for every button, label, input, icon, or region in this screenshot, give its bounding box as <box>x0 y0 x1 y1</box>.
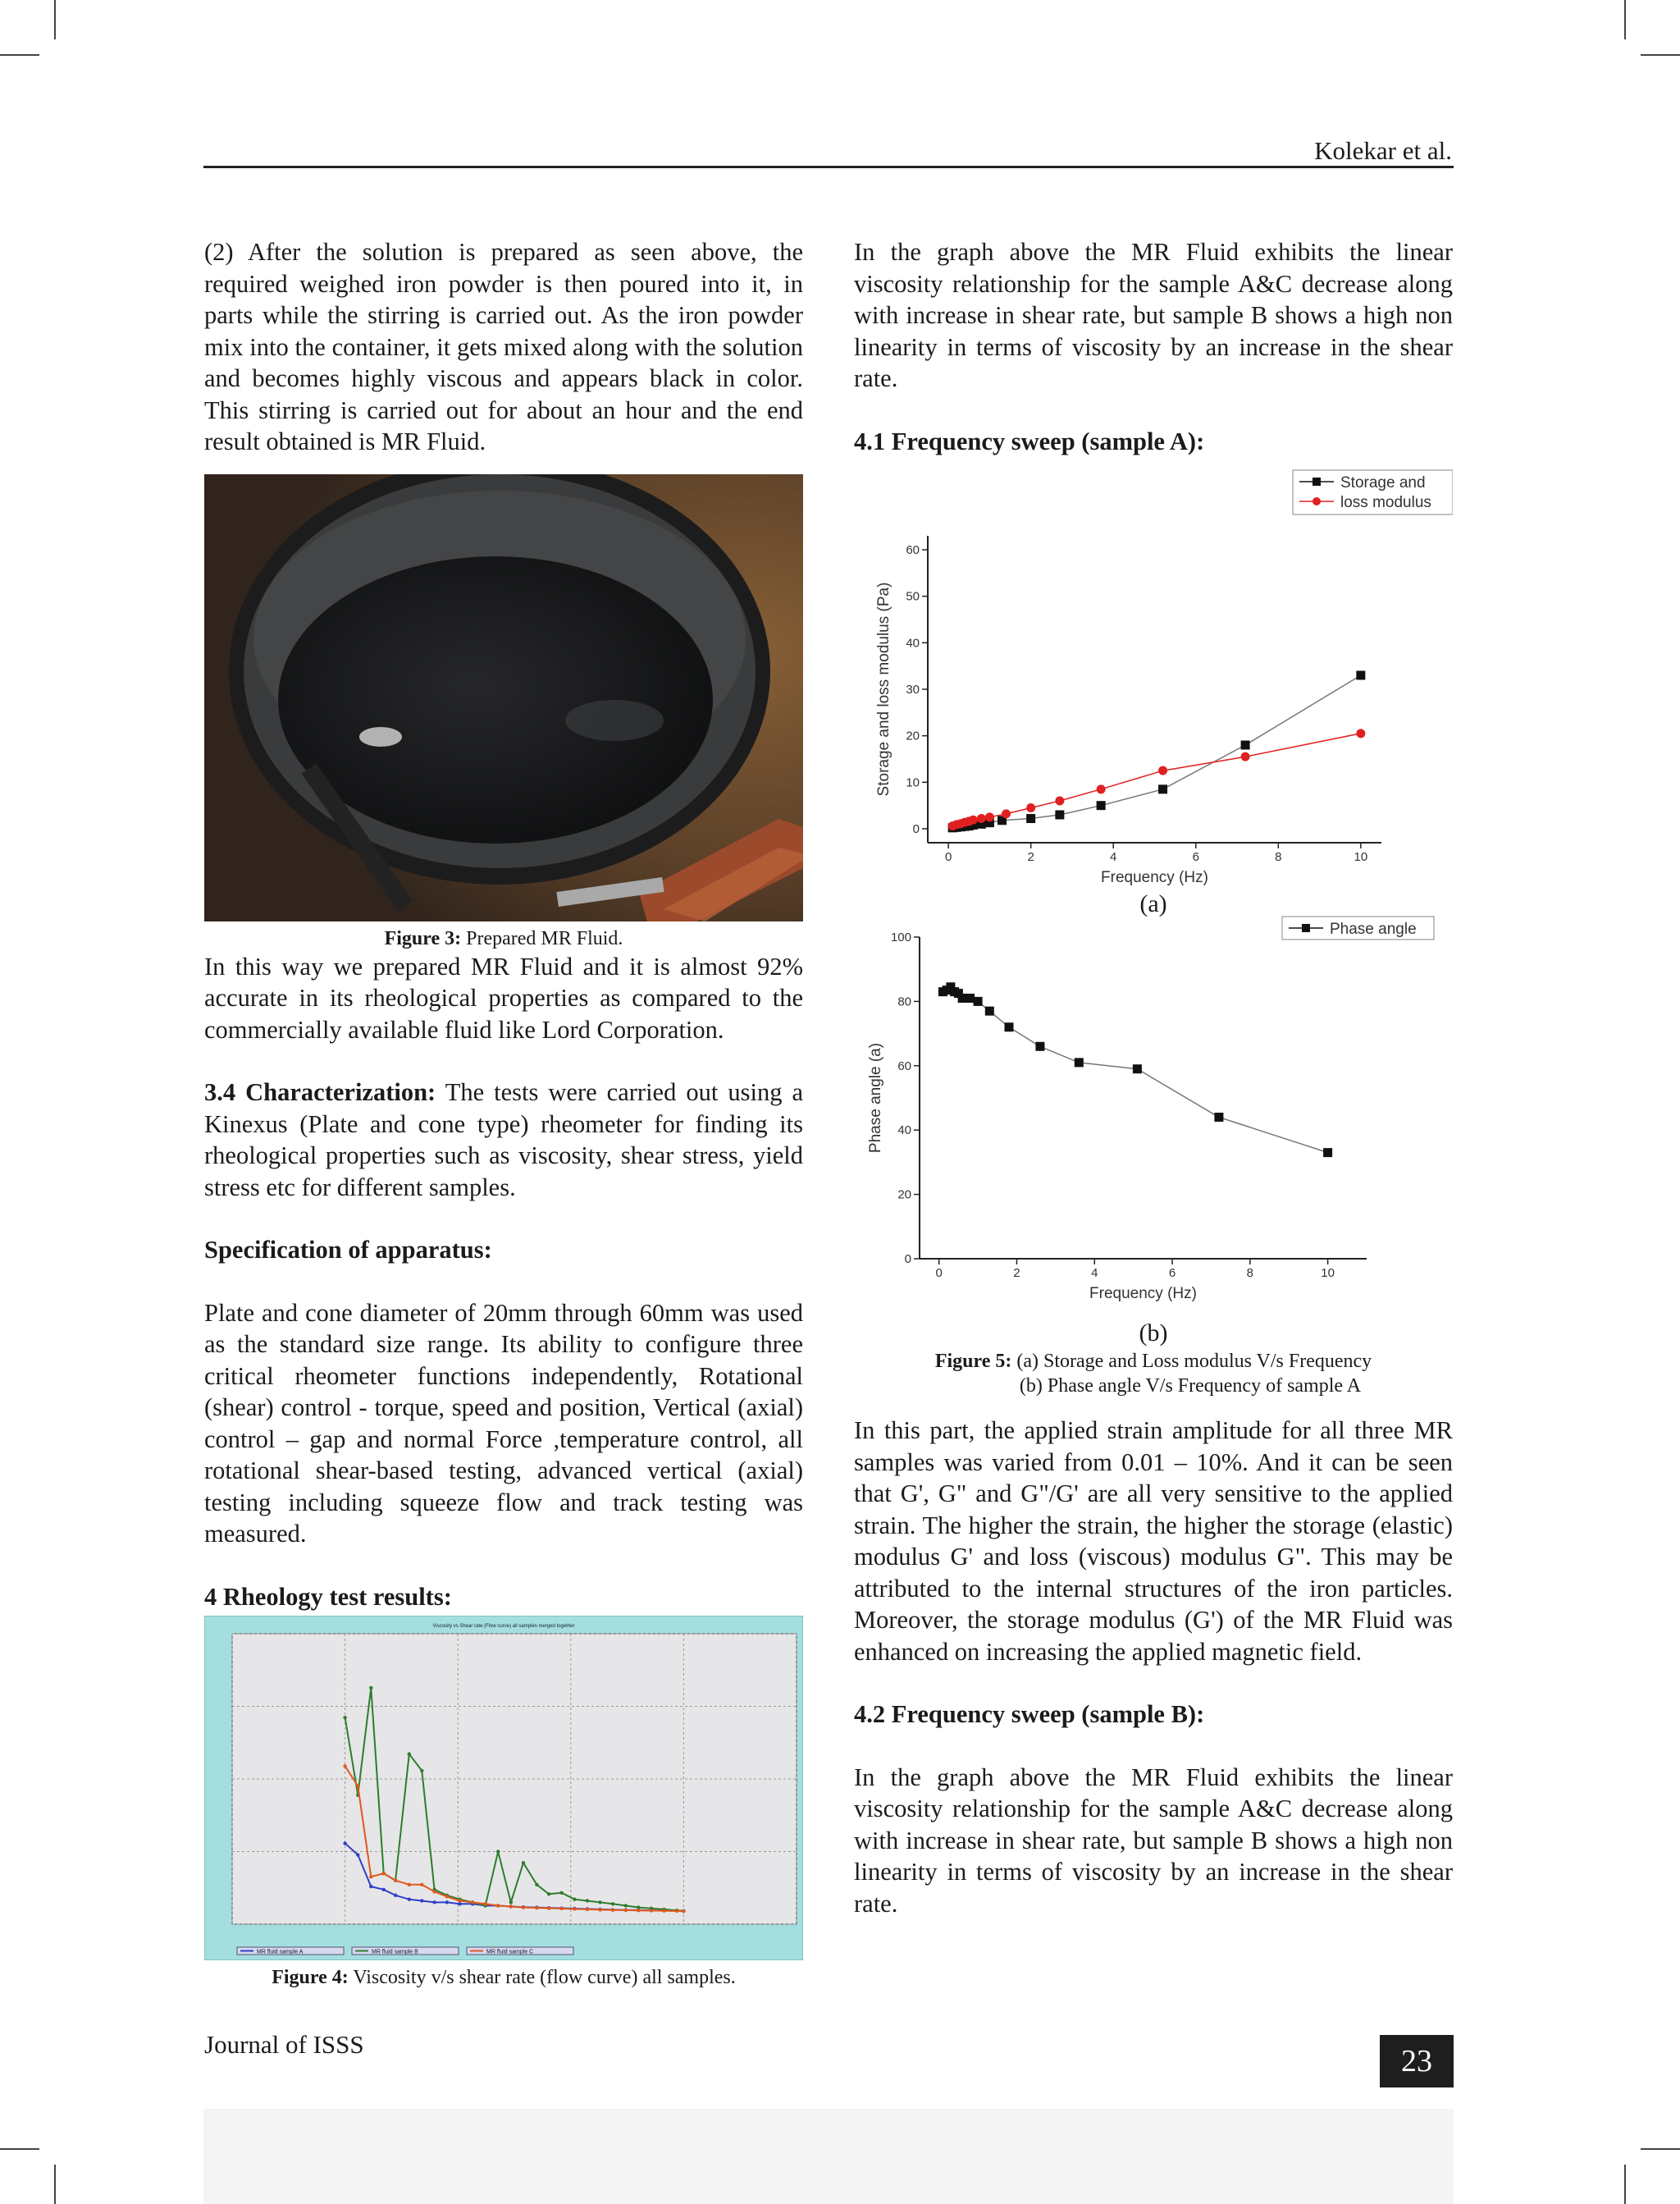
x-tick-label: 6 <box>1168 1265 1176 1280</box>
flow-data-point <box>343 1716 346 1719</box>
figure-4-caption: Figure 4: Viscosity v/s shear rate (flow curve) all samples. <box>272 1967 736 1988</box>
data-point <box>1075 1058 1084 1067</box>
x-tick-label: 10 <box>1321 1265 1335 1280</box>
right-column <box>854 236 1453 1919</box>
data-point <box>969 816 978 825</box>
data-point <box>985 812 994 821</box>
flow-data-point <box>573 1907 576 1910</box>
data-point <box>1356 729 1365 738</box>
flow-data-point <box>559 1891 563 1895</box>
data-point <box>977 814 986 823</box>
y-tick-label: 80 <box>897 994 911 1008</box>
data-point <box>1241 752 1250 761</box>
y-tick-label: 40 <box>897 1123 911 1137</box>
legend-label: Storage and <box>1340 474 1426 492</box>
data-point <box>958 993 967 1002</box>
flow-data-point <box>509 1904 513 1908</box>
x-axis-label: Frequency (Hz) <box>1089 1284 1197 1302</box>
flow-data-point <box>369 1875 372 1878</box>
flow-legend-label: MR fluid sample B <box>372 1949 418 1955</box>
flow-data-point <box>662 1909 665 1912</box>
flow-data-point <box>356 1853 359 1856</box>
y-tick-label: 10 <box>906 775 920 790</box>
heading-rheology: 4 Rheology test results: <box>204 1582 452 1611</box>
data-point <box>974 996 983 1005</box>
paragraph-strain: In this part, the applied strain amplitude for all three MR samples was varied from 0.01 – 10%. And it can be seen that G', G" and G"/G' are all very sensitive to the applied strain. The higher the strain, the higher the storage (elastic) modulus G' and loss (viscous) modulus G". This may be attributed to the internal structures of the iron particles. Moreover, the storage modulus (G') of the MR Fluid was enhanced on increasing the applied magnetic field. <box>854 1416 1453 1666</box>
data-point <box>1241 741 1250 750</box>
figure-5-caption: Figure 5: (a) Storage and Loss modulus V/s Frequency (b) Phase angle V/s Frequency of sample A <box>934 1351 1372 1397</box>
flow-data-point <box>394 1879 397 1882</box>
paragraph-characterization: 3.4 Characterization: The tests were carried out using a Kinexus (Plate and cone type) rheometer for finding its rheological properties such as viscosity, shear stress, yield stress etc for different samples. <box>204 1078 804 1201</box>
data-point <box>1005 1022 1014 1031</box>
flow-data-point <box>611 1902 614 1905</box>
flow-data-point <box>432 1900 436 1904</box>
flow-data-point <box>624 1904 628 1907</box>
flow-legend-label: MR fluid sample A <box>257 1949 304 1955</box>
flow-data-point <box>650 1909 653 1912</box>
flow-data-point <box>408 1883 411 1886</box>
data-point <box>1026 814 1035 823</box>
data-point <box>1055 797 1064 806</box>
flow-data-point <box>675 1909 678 1913</box>
x-tick-label: 4 <box>1110 850 1117 864</box>
y-tick-label: 30 <box>906 683 920 697</box>
x-tick-label: 0 <box>935 1265 943 1280</box>
y-tick-label: 60 <box>906 543 920 557</box>
flow-data-point <box>573 1897 576 1900</box>
flow-data-point <box>471 1900 474 1904</box>
storage-loss-modulus-chart <box>854 469 1453 912</box>
flow-data-point <box>483 1902 486 1905</box>
data-point <box>1133 1064 1142 1073</box>
data-point <box>1026 803 1035 812</box>
flow-data-point <box>559 1907 563 1910</box>
y-tick-label: 100 <box>890 930 911 944</box>
y-tick-label: 20 <box>906 729 920 743</box>
flow-data-point <box>369 1885 372 1888</box>
figure-3-caption: Figure 3: Prepared MR Fluid. <box>384 927 623 949</box>
x-tick-label: 2 <box>1013 1265 1020 1280</box>
data-point <box>1055 811 1064 820</box>
y-tick-label: 20 <box>897 1187 911 1202</box>
flow-data-point <box>598 1908 601 1911</box>
header-rule <box>203 166 1454 168</box>
data-point <box>985 1006 994 1015</box>
flow-data-point <box>369 1686 372 1690</box>
x-tick-label: 0 <box>944 850 952 864</box>
subfigure-b-label: (b) <box>1139 1319 1168 1347</box>
flow-data-point <box>343 1764 346 1767</box>
paragraph-mixing: (2) After the solution is prepared as seen above, the required weighed iron powder is then poured into it, in parts while the stirring is carried out. As the iron powder mix into the container, it gets mixed along with the solution and becomes highly viscous and appears black in color. This stirring is carried out for about an hour and the end result obtained is MR Fluid. <box>204 238 803 455</box>
flow-data-point <box>496 1904 500 1907</box>
x-axis-label: Frequency (Hz) <box>1101 869 1208 886</box>
flow-data-point <box>598 1900 601 1904</box>
legend-marker <box>1312 478 1321 486</box>
data-point <box>966 993 975 1002</box>
paragraph-apparatus: Plate and cone diameter of 20mm through 60mm was used as the standard size range. Its ability to configure three critical rheometer functions independently, Rotational (shear) control - torque, speed and position, Vertical (axial) control – gap and normal Force ,temperature control, all rotational shear-based testing, advanced vertical (axial) testing including squeeze flow and track testing was measured. <box>204 1298 803 1548</box>
flow-data-point <box>394 1894 397 1897</box>
flow-data-point <box>682 1909 685 1913</box>
footer-journal-name: Journal of ISSS <box>204 2030 364 2059</box>
flow-data-point <box>356 1784 359 1787</box>
heading-specification: Specification of apparatus: <box>204 1236 492 1264</box>
data-point <box>1214 1113 1223 1122</box>
running-header-author: Kolekar et al. <box>1314 136 1452 165</box>
y-tick-label: 60 <box>897 1059 911 1073</box>
flow-data-point <box>408 1752 411 1755</box>
data-point <box>1035 1041 1044 1050</box>
flow-data-point <box>547 1892 550 1895</box>
flow-data-point <box>343 1841 346 1845</box>
flow-chart-title: Viscosity vs Shear rate (Flow curve) all samples merged together <box>432 1624 575 1629</box>
flow-data-point <box>509 1900 513 1904</box>
x-tick-label: 2 <box>1027 850 1034 864</box>
legend-marker <box>1302 924 1310 932</box>
heading-sweep-b: 4.2 Frequency sweep (sample B): <box>854 1700 1205 1728</box>
data-point <box>1158 766 1167 775</box>
flow-data-point <box>458 1902 461 1905</box>
page-number: 23 <box>1380 2035 1454 2087</box>
x-tick-label: 8 <box>1275 850 1282 864</box>
flow-data-point <box>420 1899 423 1902</box>
paragraph-accuracy: In this way we prepared MR Fluid and it is almost 92% accurate in its rheological properties as compared to the commercially available fluid like Lord Corporation. <box>204 952 803 1044</box>
flow-data-point <box>611 1908 614 1911</box>
paragraph-sample-b: In the graph above the MR Fluid exhibits the linear viscosity relationship for the sample A&C decrease along with increase in shear rate, but sample B shows a high non linearity in terms of viscosity by an increase in the shear rate. <box>854 1763 1453 1918</box>
y-tick-label: 0 <box>904 1251 911 1266</box>
flow-curve-chart <box>204 1616 803 1960</box>
left-column <box>204 236 803 1990</box>
y-tick-label: 0 <box>912 822 920 836</box>
flow-data-point <box>586 1908 589 1911</box>
data-point <box>1097 784 1106 793</box>
flow-data-point <box>458 1899 461 1902</box>
heading-sweep-a: 4.1 Frequency sweep (sample A): <box>854 427 1205 455</box>
flow-data-point <box>586 1899 589 1902</box>
data-point <box>1097 801 1106 810</box>
data-point <box>1356 671 1365 680</box>
x-tick-label: 6 <box>1192 850 1199 864</box>
mr-fluid-photo <box>204 474 803 921</box>
flow-data-point <box>420 1883 423 1886</box>
subfigure-a-label: (a) <box>1139 890 1167 917</box>
flow-data-point <box>547 1906 550 1909</box>
flow-data-point <box>445 1900 449 1904</box>
flow-data-point <box>535 1906 538 1909</box>
paragraph-flow-curve: In the graph above the MR Fluid exhibits the linear viscosity relationship for the sample A&C decrease along with increase in shear rate, but sample B shows a high non linearity in terms of viscosity by an increase in the shear rate. <box>854 238 1453 392</box>
flow-data-point <box>637 1909 640 1912</box>
flow-data-point <box>420 1769 423 1772</box>
data-point <box>1158 784 1167 793</box>
flow-data-point <box>445 1895 449 1898</box>
data-point <box>1323 1148 1332 1157</box>
phase-angle-chart <box>854 914 1453 1341</box>
legend-marker <box>1312 497 1321 505</box>
y-axis-label: Storage and loss modulus (Pa) <box>875 582 892 797</box>
flow-data-point <box>382 1888 386 1891</box>
x-tick-label: 4 <box>1091 1265 1098 1280</box>
flow-data-point <box>624 1909 628 1912</box>
flow-data-point <box>408 1897 411 1900</box>
flow-data-point <box>522 1905 525 1909</box>
flow-data-point <box>432 1890 436 1893</box>
data-point <box>1002 809 1011 818</box>
legend-label: loss modulus <box>1340 494 1431 511</box>
legend-label: Phase angle <box>1330 920 1417 938</box>
flow-chart-legend <box>237 1947 573 1955</box>
flow-data-point <box>382 1872 386 1875</box>
y-axis-label: Phase angle (a) <box>867 1042 884 1153</box>
bottom-shade <box>203 2109 1454 2204</box>
flow-legend-label: MR fluid sample C <box>486 1949 534 1955</box>
flow-data-point <box>496 1850 500 1853</box>
flow-data-point <box>535 1883 538 1886</box>
series-line <box>952 675 1361 828</box>
series-line <box>952 734 1361 826</box>
x-tick-label: 8 <box>1246 1265 1253 1280</box>
x-tick-label: 10 <box>1354 850 1368 864</box>
y-tick-label: 40 <box>906 636 920 651</box>
y-tick-label: 50 <box>906 589 920 604</box>
flow-data-point <box>522 1861 525 1864</box>
